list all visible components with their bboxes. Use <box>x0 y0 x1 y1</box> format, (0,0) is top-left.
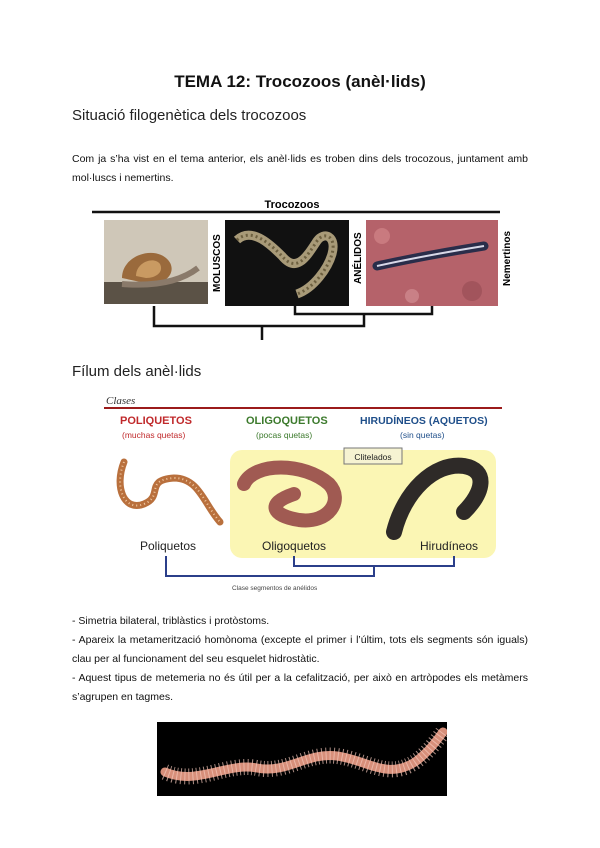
trocozoos-phylogeny-svg <box>92 196 512 344</box>
class-hirudineos-sub: (sin quetas) <box>400 430 445 440</box>
polychaete-photo <box>225 220 349 306</box>
class-oligoquetos: OLIGOQUETOS <box>246 415 328 427</box>
animal-label-poliquetos: Poliquetos <box>140 539 197 553</box>
bullet-item: - Aquest tipus de metemeria no és útil per a la cefalització, per això en artròpodes els metàmers s’agrupen en tagmes. <box>72 672 528 703</box>
snail-photo <box>104 220 208 304</box>
poliqueto-segments <box>120 462 220 522</box>
trocozoos-label: Trocozoos <box>264 199 320 211</box>
polychaete-body <box>165 732 443 776</box>
class-poliquetos: POLIQUETOS <box>120 415 192 427</box>
label-anelidos: ANÉLIDOS <box>353 232 364 284</box>
label-nemertinos: Nemertinos <box>502 230 512 286</box>
animal-label-hirudineos: Hirudíneos <box>420 539 479 553</box>
page-title: TEMA 12: Trocozoos (anèl·lids) <box>174 72 426 91</box>
bullet-item: - Simetria bilateral, triblàstics i protòstoms. <box>72 615 270 627</box>
bullet-item: - Apareix la metamerització homònoma (excepte el primer i l’últim, tots els segments són iguals) clau per al funcionament del seu esquelet hidrostàtic. <box>72 634 528 665</box>
class-poliquetos-sub: (muchas quetas) <box>122 430 186 440</box>
nemertine-photo <box>366 220 498 306</box>
class-hirudineos: HIRUDÍNEOS (AQUETOS) <box>360 415 488 427</box>
figure-footnote: Clase segmentos de anélidos <box>232 585 318 592</box>
annelid-classes-figure <box>104 392 504 592</box>
label-moluscos: MOLUSCOS <box>212 234 223 292</box>
poliqueto-drawing <box>120 462 220 522</box>
section-heading-situacio: Situació filogenètica dels trocozoos <box>72 107 307 124</box>
trocozoos-phylogeny-figure <box>92 196 512 344</box>
clitelados-label: Clitelados <box>354 452 392 462</box>
polychaete-bottom-svg <box>157 722 447 796</box>
bracket-outer <box>154 306 364 326</box>
annelid-classes-svg <box>104 392 504 592</box>
class-oligoquetos-sub: (pocas quetas) <box>256 430 313 440</box>
bullet-list <box>72 612 528 707</box>
animal-label-oligoquetos: Oligoquetos <box>262 539 327 553</box>
bracket-inner <box>295 306 432 314</box>
polychaete-photo-bottom <box>157 722 447 796</box>
clases-header: Clases <box>106 395 136 407</box>
section-heading-filum: Fílum dels anèl·lids <box>72 363 202 380</box>
intro-paragraph: Com ja s’ha vist en el tema anterior, els anèl·lids es troben dins dels trocozous, juntament amb mol·luscs i nemertins. <box>72 153 528 184</box>
